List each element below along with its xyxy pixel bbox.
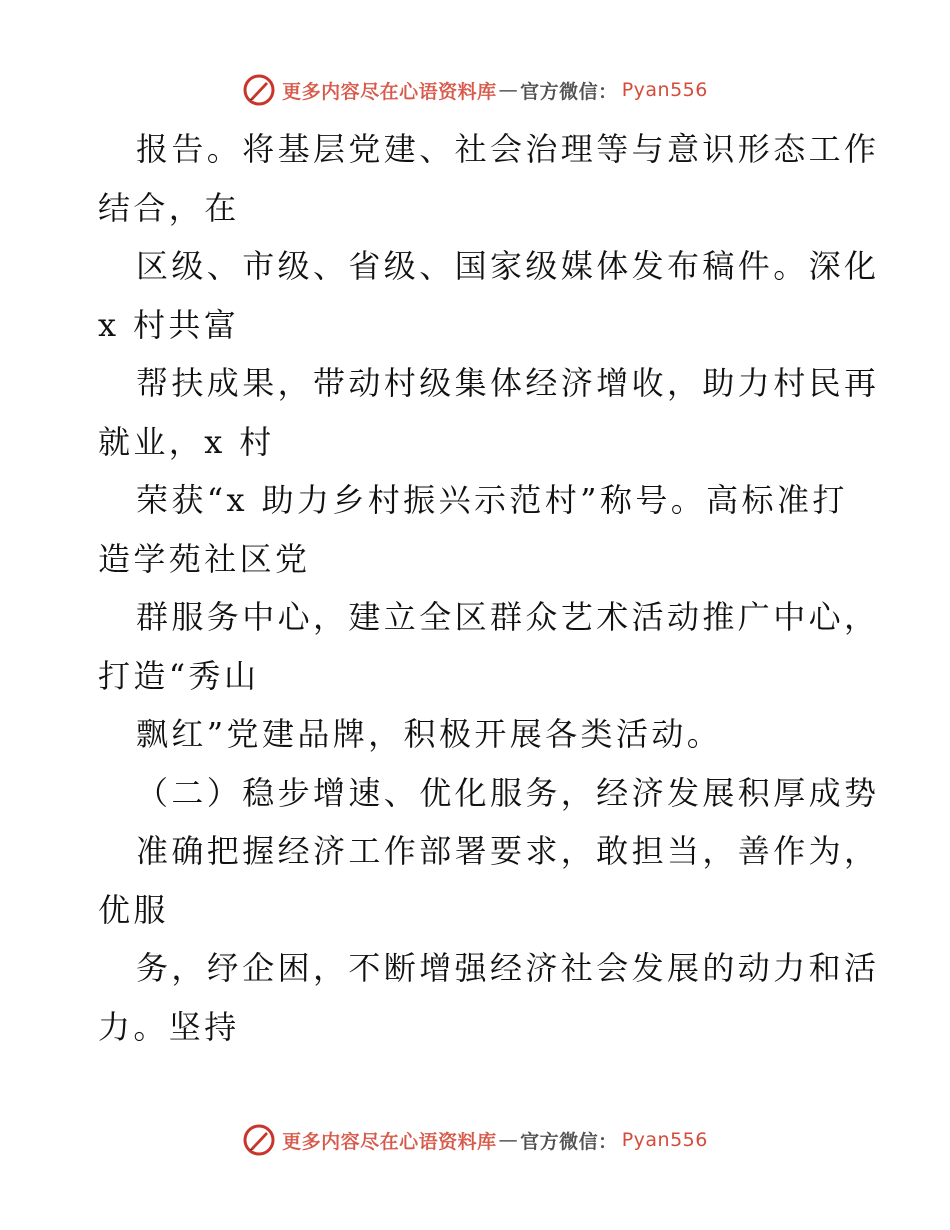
body-line: x 村共富 bbox=[98, 305, 240, 344]
body-line: 飘红”党建品牌，积极开展各类活动。 bbox=[136, 715, 723, 753]
watermark-separator: — bbox=[498, 79, 519, 101]
watermark-title: 更多内容尽在心语资料库 bbox=[282, 1130, 497, 1153]
body-line: 力。坚持 bbox=[98, 1007, 240, 1046]
body-line: 务，纾企困，不断增强经济社会发展的动力和活 bbox=[136, 949, 880, 987]
body-line: 区级、市级、省级、国家级媒体发布稿件。深化 bbox=[136, 247, 880, 285]
watermark-wechat-label: 官方微信： bbox=[520, 80, 618, 103]
body-line: 报告。将基层党建、社会治理等与意识形态工作 bbox=[136, 130, 880, 168]
watermark-separator: — bbox=[498, 1129, 519, 1151]
watermark-wechat-id: Pyan556 bbox=[621, 79, 708, 101]
body-line: 结合，在 bbox=[98, 188, 240, 227]
watermark-wechat-id: Pyan556 bbox=[621, 1129, 708, 1151]
watermark-wechat-label: 官方微信： bbox=[520, 1130, 618, 1153]
watermark-title: 更多内容尽在心语资料库 bbox=[282, 80, 497, 103]
watermark-footer bbox=[0, 1120, 950, 1160]
document-body bbox=[98, 120, 880, 1056]
quill-pen-icon bbox=[242, 1123, 276, 1157]
watermark-header bbox=[0, 70, 950, 110]
section-heading: （二）稳步增速、优化服务，经济发展积厚成势 bbox=[136, 773, 880, 812]
body-line: 荣获“x 助力乡村振兴示范村”称号。高标准打 bbox=[136, 481, 848, 519]
body-line: 帮扶成果，带动村级集体经济增收，助力村民再 bbox=[136, 364, 880, 402]
body-line: 就业，x 村 bbox=[98, 422, 275, 461]
quill-pen-icon bbox=[242, 73, 276, 107]
body-line: 群服务中心，建立全区群众艺术活动推广中心， bbox=[136, 598, 880, 636]
body-line: 准确把握经济工作部署要求，敢担当，善作为， bbox=[136, 832, 880, 870]
body-line: 打造“秀山 bbox=[98, 656, 260, 695]
body-line: 优服 bbox=[98, 890, 169, 929]
body-line: 造学苑社区党 bbox=[98, 539, 311, 578]
